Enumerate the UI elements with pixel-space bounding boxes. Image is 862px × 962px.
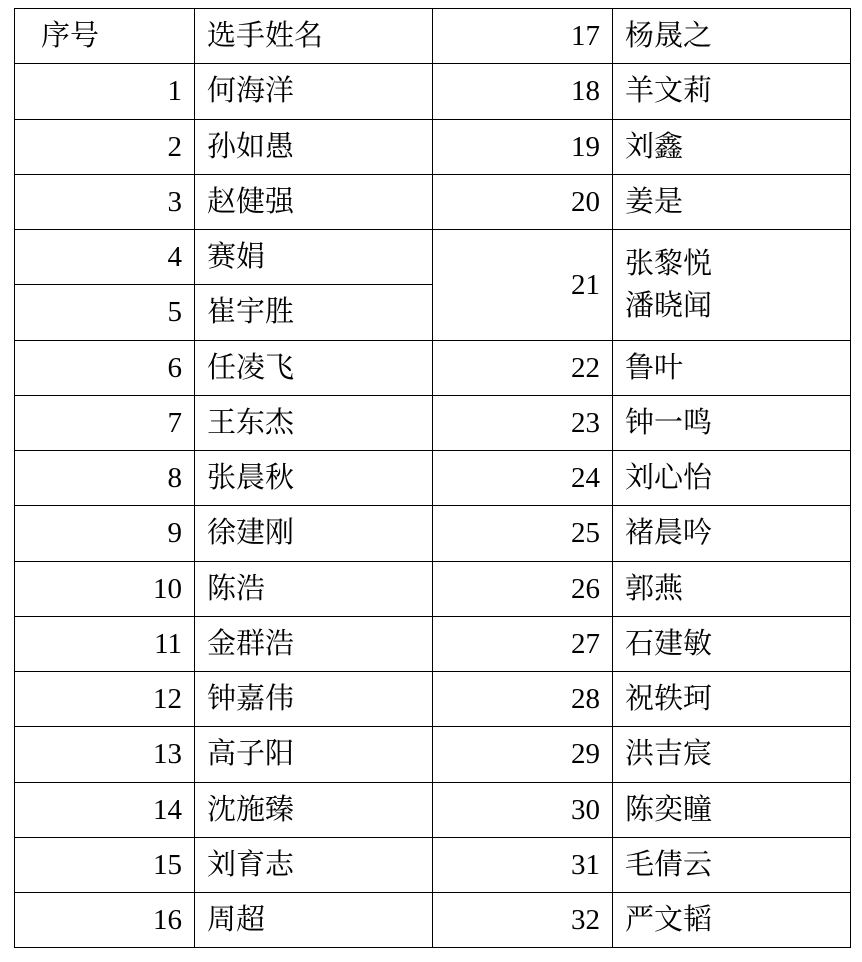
- table-row: [15, 395, 851, 450]
- table-row: [15, 893, 851, 948]
- header-cell-number: 序号: [15, 9, 195, 64]
- cell-number-right: 18: [433, 64, 613, 119]
- roster-table-body: [15, 9, 851, 948]
- cell-number-right: 27: [433, 616, 613, 671]
- cell-name-left: 周超: [195, 893, 433, 948]
- cell-number-left: 14: [15, 782, 195, 837]
- cell-name-right: 严文韬: [613, 893, 851, 948]
- cell-number-left: 7: [15, 395, 195, 450]
- cell-number-right: 32: [433, 893, 613, 948]
- cell-number-left: 3: [15, 174, 195, 229]
- cell-name-left: 崔宇胜: [195, 285, 433, 340]
- cell-name-right: 陈奕瞳: [613, 782, 851, 837]
- table-row: [15, 561, 851, 616]
- cell-name-left: 徐建刚: [195, 506, 433, 561]
- cell-number-right: 26: [433, 561, 613, 616]
- cell-name-right: 钟一鸣: [613, 395, 851, 450]
- cell-name-right: 鲁叶: [613, 340, 851, 395]
- cell-name-left: 金群浩: [195, 616, 433, 671]
- table-row: [15, 451, 851, 506]
- cell-number-left: 1: [15, 64, 195, 119]
- cell-number-right: 30: [433, 782, 613, 837]
- cell-number-left: 9: [15, 506, 195, 561]
- cell-number-right: 28: [433, 672, 613, 727]
- cell-number-right: 22: [433, 340, 613, 395]
- cell-name-right: 洪吉宸: [613, 727, 851, 782]
- cell-number-right: 20: [433, 174, 613, 229]
- cell-name-right: 祝轶珂: [613, 672, 851, 727]
- cell-name-right: 毛倩云: [613, 837, 851, 892]
- cell-number-right: 23: [433, 395, 613, 450]
- table-row: [15, 727, 851, 782]
- table-row: [15, 616, 851, 671]
- cell-number-right: 29: [433, 727, 613, 782]
- cell-name-left: 高子阳: [195, 727, 433, 782]
- cell-name-left: 赵健强: [195, 174, 433, 229]
- cell-name-right: 杨晟之: [613, 9, 851, 64]
- cell-name-left: 陈浩: [195, 561, 433, 616]
- cell-number-right: 25: [433, 506, 613, 561]
- table-row: [15, 837, 851, 892]
- cell-number-left: 8: [15, 451, 195, 506]
- table-row: [15, 506, 851, 561]
- cell-name-left: 王东杰: [195, 395, 433, 450]
- table-row: [15, 782, 851, 837]
- cell-name-right: 刘鑫: [613, 119, 851, 174]
- cell-name-left: 刘育志: [195, 837, 433, 892]
- cell-name-right: 刘心怡: [613, 451, 851, 506]
- cell-number-left: 6: [15, 340, 195, 395]
- table-row: [15, 340, 851, 395]
- cell-number-right: 19: [433, 119, 613, 174]
- cell-number-left: 4: [15, 230, 195, 285]
- cell-number-left: 13: [15, 727, 195, 782]
- roster-table: [14, 8, 851, 948]
- cell-number-right-merged: 21: [433, 230, 613, 341]
- cell-name-left: 任凌飞: [195, 340, 433, 395]
- cell-name-right: 姜是: [613, 174, 851, 229]
- cell-name-left: 孙如愚: [195, 119, 433, 174]
- table-row: [15, 672, 851, 727]
- cell-name-left: 张晨秋: [195, 451, 433, 506]
- cell-number-left: 12: [15, 672, 195, 727]
- cell-number-left: 10: [15, 561, 195, 616]
- cell-name-left: 赛娟: [195, 230, 433, 285]
- cell-name-right: 郭燕: [613, 561, 851, 616]
- table-row: [15, 9, 851, 64]
- cell-number-right: 17: [433, 9, 613, 64]
- cell-name-left: 钟嘉伟: [195, 672, 433, 727]
- table-row: [15, 174, 851, 229]
- cell-name-right: 褚晨吟: [613, 506, 851, 561]
- cell-number-left: 5: [15, 285, 195, 340]
- cell-name-left: 何海洋: [195, 64, 433, 119]
- table-row: [15, 119, 851, 174]
- table-row: [15, 64, 851, 119]
- cell-number-left: 16: [15, 893, 195, 948]
- header-cell-name: 选手姓名: [195, 9, 433, 64]
- cell-name-right-line2: 潘晓闻: [625, 289, 713, 322]
- cell-name-right-merged: [613, 230, 851, 341]
- cell-number-right: 31: [433, 837, 613, 892]
- cell-name-right: 羊文莉: [613, 64, 851, 119]
- cell-number-left: 15: [15, 837, 195, 892]
- cell-name-left: 沈施臻: [195, 782, 433, 837]
- table-row: [15, 230, 851, 285]
- cell-number-left: 2: [15, 119, 195, 174]
- cell-name-right-line1: 张黎悦: [625, 247, 713, 280]
- cell-number-left: 11: [15, 616, 195, 671]
- cell-name-right: 石建敏: [613, 616, 851, 671]
- cell-number-right: 24: [433, 451, 613, 506]
